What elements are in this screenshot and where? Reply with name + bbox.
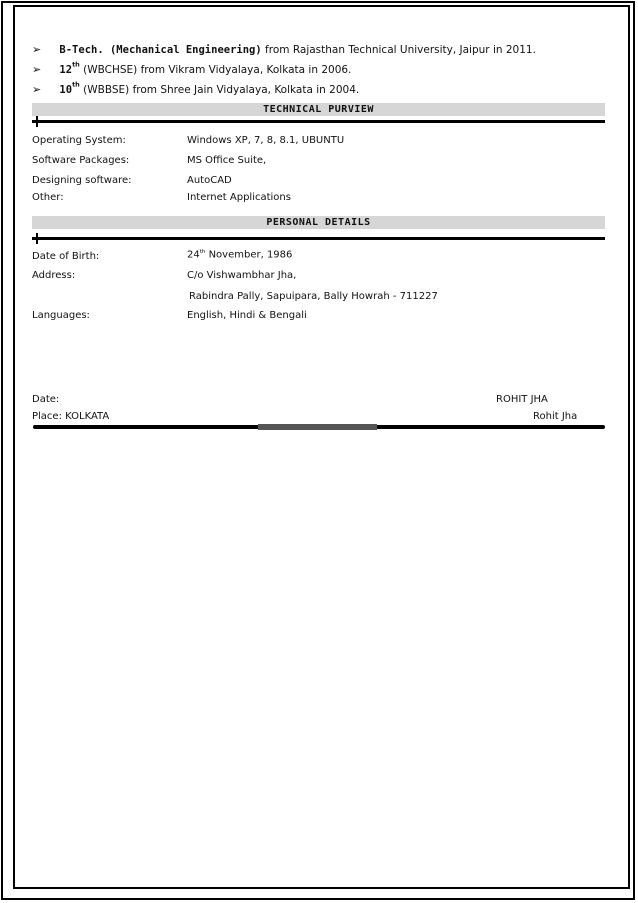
dob-day: 24 <box>187 249 200 261</box>
dob-rest: November, 1986 <box>205 249 293 261</box>
languages-value: English, Hindi & Bengali <box>187 310 307 321</box>
degree-name: 12 <box>59 64 73 76</box>
dob-sup: th <box>199 249 206 255</box>
dob-label: Date of Birth: <box>32 251 100 262</box>
field-label: Operating System: <box>32 135 126 146</box>
place-label: Place: KOLKATA <box>32 411 110 422</box>
address-line: Rabindra Pally, Sapuipara, Bally Howrah - 711227 <box>189 291 438 302</box>
field-value: Windows XP, 7, 8, 8.1, UBUNTU <box>187 135 345 146</box>
education-item <box>32 58 351 77</box>
section-title-technical: TECHNICAL PURVIEW <box>263 104 374 115</box>
degree-sup: th <box>72 60 80 69</box>
address-label: Address: <box>32 270 76 281</box>
education-item <box>32 38 536 57</box>
education-item <box>32 78 359 97</box>
dob-value <box>187 249 292 260</box>
signature-name: Rohit Jha <box>533 411 578 422</box>
degree-detail: from Rajasthan Technical University, Jaipur in 2011. <box>261 44 536 56</box>
section-title-personal: PERSONAL DETAILS <box>266 217 371 228</box>
address-line: C/o Vishwambhar Jha, <box>187 270 297 281</box>
arrow-bullet-icon: ➢ <box>32 63 42 76</box>
name-caps: ROHIT JHA <box>496 394 548 405</box>
arrow-bullet-icon: ➢ <box>32 83 42 96</box>
field-label: Software Packages: <box>32 155 130 166</box>
degree-detail: (WBCHSE) from Vikram Vidyalaya, Kolkata in 2006. <box>79 64 352 76</box>
field-label: Other: <box>32 192 64 203</box>
degree-detail: (WBBSE) from Shree Jain Vidyalaya, Kolkata in 2004. <box>79 84 360 96</box>
arrow-bullet-icon: ➢ <box>32 43 42 56</box>
field-label: Designing software: <box>32 175 132 186</box>
footer-rule-accent <box>258 424 377 430</box>
field-value: MS Office Suite, <box>187 155 267 166</box>
degree-sup: th <box>72 80 80 89</box>
rule-tick <box>36 233 38 244</box>
section-rule <box>32 120 605 123</box>
degree-name: B-Tech. (Mechanical Engineering) <box>59 44 262 56</box>
field-value: Internet Applications <box>187 192 291 203</box>
degree-name: 10 <box>59 84 73 96</box>
languages-label: Languages: <box>32 310 90 321</box>
date-label: Date: <box>32 394 60 405</box>
rule-tick <box>36 116 38 127</box>
field-value: AutoCAD <box>187 175 232 186</box>
section-rule <box>32 237 605 240</box>
